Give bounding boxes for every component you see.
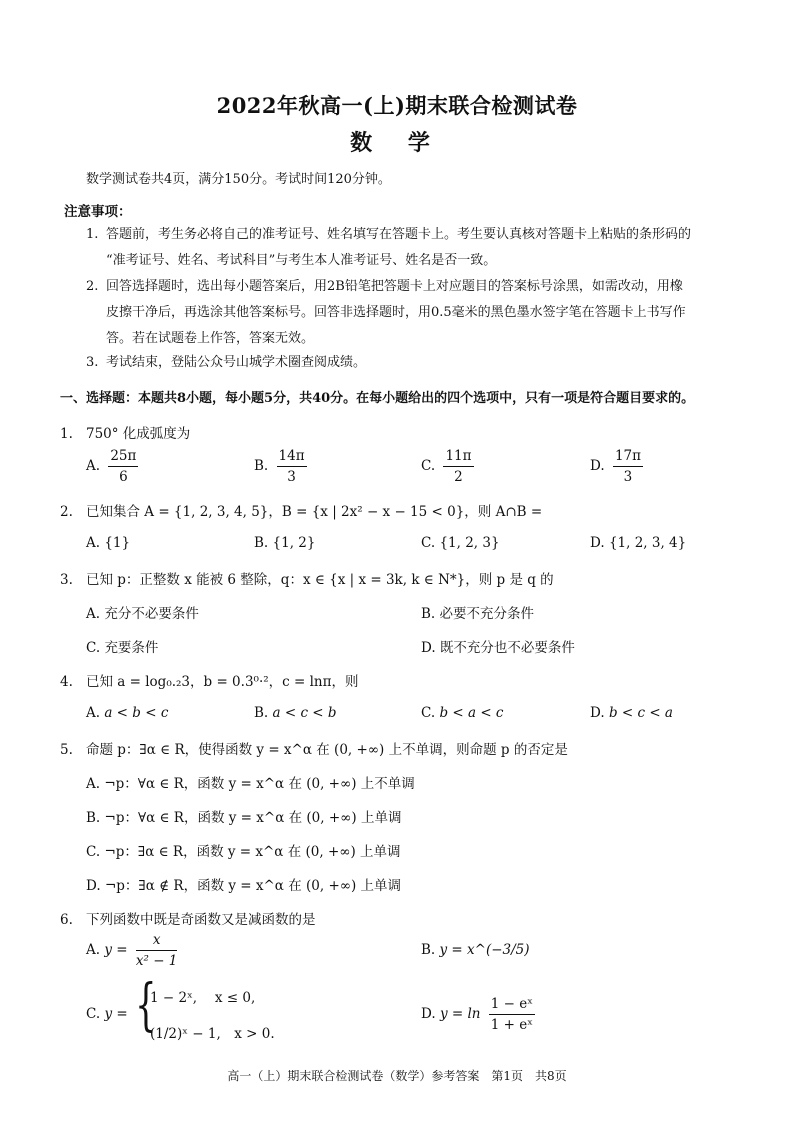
q3-option-c: C. 充要条件: [86, 640, 159, 656]
q6-option-c: C. y =: [86, 1006, 128, 1022]
exam-subject: 数 学: [350, 130, 444, 156]
q1-option-d: D. $\frac{17\pi}{3}$: [590, 448, 641, 485]
notice-item-1: 1. 答题前，考生务必将自己的准考证号、姓名填写在答题卡上。考生要认真核对答题卡上粘贴的条形码的 “准考证号、姓名、考试科目”与考生本人准考证号、姓名是否一致。: [86, 227, 692, 268]
q2-option-a: A. {1}: [86, 535, 131, 551]
question-6: 6. 下列函数中既是奇函数又是减函数的是: [60, 912, 316, 928]
q4-option-c: C. b < a < c: [421, 705, 504, 721]
q6-c-piece-1: 1 − 2ˣ, x ≤ 0,: [150, 990, 256, 1006]
q5-option-b: B. ¬p：∀α ∈ R，函数 y = x^α 在 (0, +∞) 上单调: [86, 810, 402, 826]
fraction: $\frac{25\pi}{6}$: [110, 448, 137, 485]
notice-heading: 注意事项：: [64, 204, 132, 220]
question-5: 5. 命题 p：∃α ∈ R，使得函数 y = x^α 在 (0, +∞) 上不单调，则命题 p 的否定是: [60, 742, 568, 758]
q1-option-b: B. $\frac{14\pi}{3}$: [254, 448, 305, 485]
question-4: 4. 已知 a = log₀.₂3，b = 0.3⁰·²，c = lnπ，则: [60, 674, 359, 690]
fraction: $\frac{14\pi}{3}$: [278, 448, 305, 485]
q3-option-d: D. 既不充分也不必要条件: [421, 640, 575, 656]
notice-item-3: 3. 考试结束，登陆公众号山城学术圈查阅成绩。: [86, 355, 367, 370]
q5-option-d: D. ¬p：∃α ∉ R，函数 y = x^α 在 (0, +∞) 上单调: [86, 878, 402, 894]
q5-option-c: C. ¬p：∃α ∈ R，函数 y = x^α 在 (0, +∞) 上单调: [86, 844, 401, 860]
q5-option-a: A. ¬p：∀α ∈ R，函数 y = x^α 在 (0, +∞) 上不单调: [86, 776, 415, 792]
page-footer: 高一（上）期末联合检测试卷（数学）参考答案 第1页 共8页: [227, 1069, 567, 1083]
q3-option-b: B. 必要不充分条件: [421, 606, 535, 622]
fraction: $\frac{11\pi}{2}$: [445, 448, 472, 485]
q4-option-b: B. a < c < b: [254, 705, 337, 721]
q4-option-a: A. a < b < c: [86, 705, 169, 721]
fraction: $\frac{x}{\text{x² − 1}}$: [135, 932, 178, 969]
exam-title: 2022年秋高一(上)期末联合检测试卷: [216, 93, 578, 118]
question-3: 3. 已知 p：正整数 x 能被 6 整除，q：x ∈ {x | x = 3k, k ∈ N*}，则 p 是 q 的: [60, 572, 554, 588]
q6-option-a: A. y = $\frac{x}{\text{x² − 1}}$: [86, 932, 178, 969]
fraction: $\frac{17\pi}{3}$: [614, 448, 641, 485]
q2-option-b: B. {1, 2}: [254, 535, 316, 551]
question-2: 2. 已知集合 A = {1, 2, 3, 4, 5}，B = {x | 2x² − x − 15 < 0}，则 A∩B =: [60, 504, 543, 520]
q1-option-c: C. $\frac{11\pi}{2}$: [421, 448, 472, 485]
q1-option-a: A. $\frac{25\pi}{6}$: [86, 448, 137, 485]
q2-option-c: C. {1, 2, 3}: [421, 535, 500, 551]
fraction: $\frac{\text{1 − eˣ}}{\text{1 + eˣ}}$: [490, 996, 533, 1033]
q6-c-piece-2: (1/2)ˣ − 1, x > 0.: [150, 1026, 275, 1042]
q6-option-b: B. y = x^(−3/5): [421, 942, 530, 958]
q6-option-d: D. y = ln $\frac{\text{1 − eˣ}}{\text{1 + eˣ}}$: [421, 996, 533, 1033]
exam-intro: 数学测试卷共4页，满分150分。考试时间120分钟。: [86, 172, 391, 187]
question-1: 1. 750° 化成弧度为: [60, 426, 191, 442]
q4-option-d: D. b < c < a: [590, 705, 673, 721]
q2-option-d: D. {1, 2, 3, 4}: [590, 535, 687, 551]
q3-option-a: A. 充分不必要条件: [86, 606, 199, 622]
notice-item-2: 2. 回答选择题时，选出每小题答案后，用2B铅笔把答题卡上对应题目的答案标号涂黑，如需改动，用橡 皮擦干净后，再选涂其他答案标号。回答非选择题时，用0.5毫米的黑色墨水签字笔在答题卡上书写作 答。若在试题卷上作答，答案无效。: [86, 279, 686, 346]
section-heading: 一、选择题：本题共8小题，每小题5分，共40分。在每小题给出的四个选项中，只有一项是符合题目要求的。: [60, 391, 695, 406]
curly-brace: {: [135, 973, 157, 1038]
